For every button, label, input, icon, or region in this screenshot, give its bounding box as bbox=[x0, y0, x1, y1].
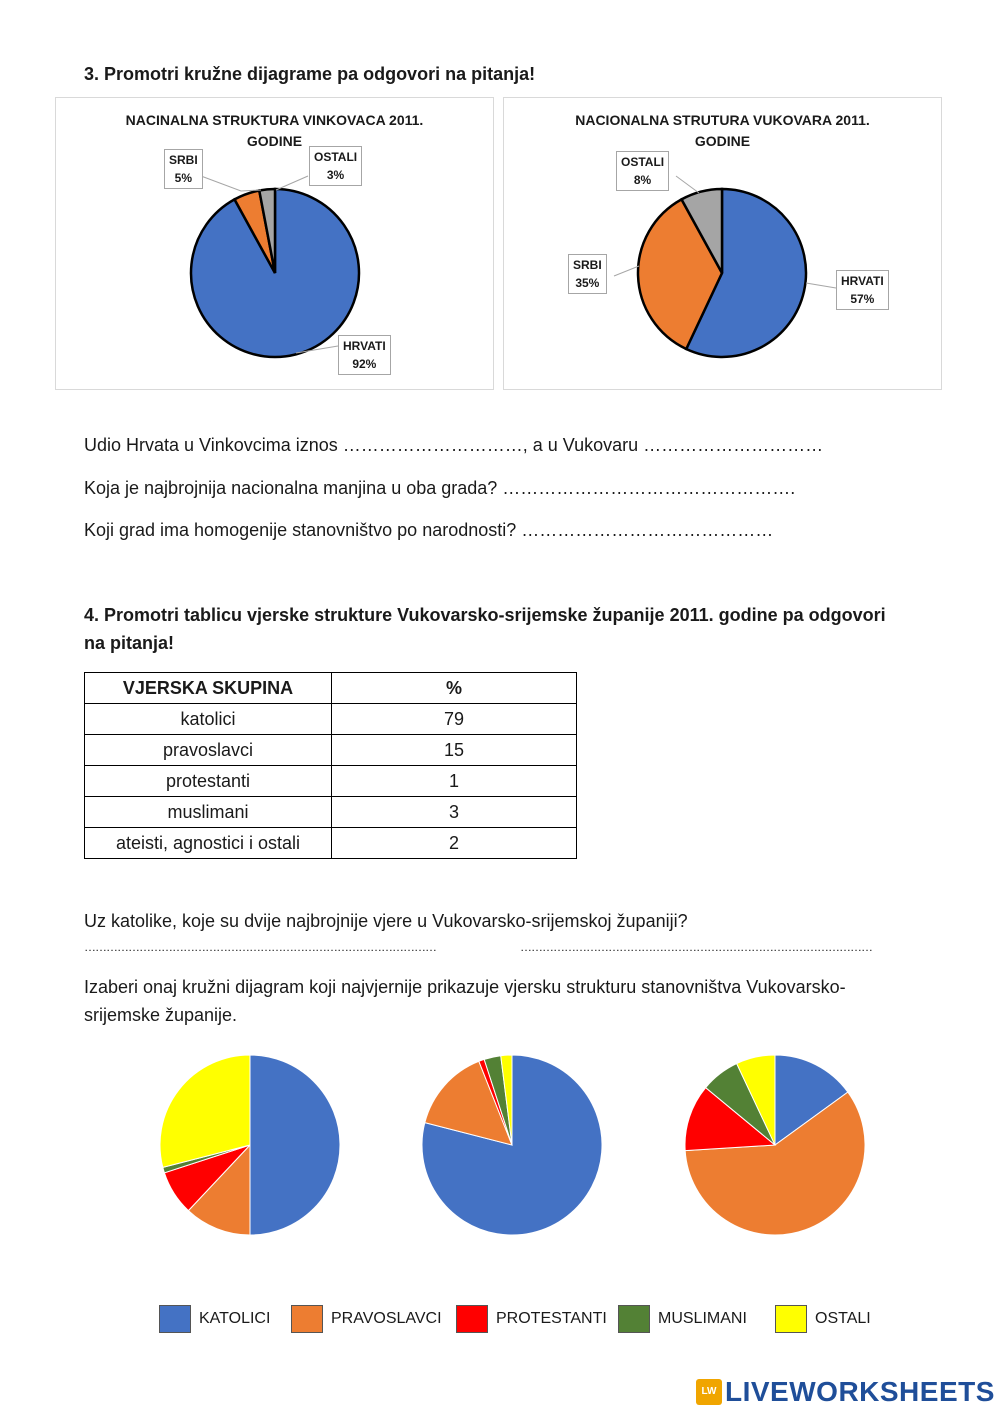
value-vukovar-ostali: 8% bbox=[633, 173, 652, 187]
legend-item-muslimani bbox=[618, 1305, 775, 1333]
chart-vinkovci-title-line2: GODINE bbox=[246, 133, 303, 149]
callout-vinkovci-srbi bbox=[164, 149, 203, 189]
legend bbox=[159, 1305, 885, 1333]
label-vinkovci-hrvati: HRVATI bbox=[343, 339, 386, 353]
legend-item-pravoslavci bbox=[291, 1305, 456, 1333]
table-cell-group: protestanti bbox=[85, 766, 332, 797]
table-cell-percent: 15 bbox=[332, 735, 577, 766]
value-vinkovci-srbi: 5% bbox=[174, 171, 192, 185]
label-vinkovci-srbi: SRBI bbox=[169, 153, 198, 167]
legend-label-katolici: KATOLICI bbox=[199, 1310, 271, 1327]
task4-heading-line2: na pitanja! bbox=[84, 633, 175, 653]
table-cell-group: muslimani bbox=[85, 797, 332, 828]
legend-item-protestanti bbox=[456, 1305, 618, 1333]
table-row bbox=[85, 828, 577, 859]
task4-heading bbox=[84, 601, 886, 657]
callout-vinkovci-ostali bbox=[309, 146, 362, 186]
label-vinkovci-ostali: OSTALI bbox=[314, 150, 358, 164]
table-header-row bbox=[85, 673, 577, 704]
chart-vinkovci-title-line1: NACINALNA STRUKTURA VINKOVACA 2011. bbox=[125, 112, 424, 128]
table-cell-percent: 79 bbox=[332, 704, 577, 735]
table-header-group: VJERSKA SKUPINA bbox=[85, 673, 332, 704]
task4-question-2-line1: Izaberi onaj kružni dijagram koji najvjernije prikazuje vjersku strukturu stanovništva Vukovarsko- bbox=[84, 977, 846, 997]
pie-slice-katolici bbox=[250, 1055, 340, 1235]
leader-line bbox=[676, 176, 699, 193]
legend-label-ostali: OSTALI bbox=[815, 1310, 871, 1327]
table-cell-group: katolici bbox=[85, 704, 332, 735]
answer-blank-2[interactable]: …………………………………………………………………………………… bbox=[520, 940, 872, 954]
value-vukovar-hrvati: 57% bbox=[850, 292, 875, 306]
table-row bbox=[85, 766, 577, 797]
leader-line bbox=[276, 176, 308, 190]
callout-vinkovci-hrvati bbox=[338, 335, 391, 375]
choice-pie-2[interactable] bbox=[412, 1045, 612, 1245]
leader-line bbox=[614, 266, 639, 276]
chart-vukovar-pie bbox=[504, 98, 941, 389]
legend-swatch-ostali bbox=[775, 1305, 807, 1333]
value-vinkovci-hrvati: 92% bbox=[352, 357, 377, 371]
legend-swatch-pravoslavci bbox=[291, 1305, 323, 1333]
table-row bbox=[85, 797, 577, 828]
label-vukovar-srbi: SRBI bbox=[573, 258, 602, 272]
table-row bbox=[85, 704, 577, 735]
callout-vukovar-srbi bbox=[568, 254, 607, 294]
task3-question-3[interactable]: Koji grad ima homogenije stanovništvo po narodnosti? …………………………………… bbox=[84, 520, 774, 540]
choice-pie-1[interactable] bbox=[150, 1045, 350, 1245]
religion-table bbox=[84, 672, 577, 859]
logo-text: LIVEWORKSHEETS bbox=[725, 1376, 995, 1407]
liveworksheets-logo bbox=[696, 1376, 995, 1408]
chart-vinkovci-pie bbox=[56, 98, 493, 389]
table-cell-group: ateisti, agnostici i ostali bbox=[85, 828, 332, 859]
chart-vukovar-title-line1: NACIONALNA STRUTURA VUKOVARA 2011. bbox=[575, 112, 870, 128]
table-header-percent: % bbox=[332, 673, 577, 704]
legend-label-muslimani: MUSLIMANI bbox=[658, 1310, 747, 1327]
legend-swatch-muslimani bbox=[618, 1305, 650, 1333]
value-vinkovci-ostali: 3% bbox=[326, 168, 345, 182]
legend-swatch-protestanti bbox=[456, 1305, 488, 1333]
task4-question-2 bbox=[84, 973, 846, 1029]
chart-vinkovci bbox=[55, 97, 494, 390]
leader-line bbox=[806, 283, 836, 288]
callout-vukovar-ostali bbox=[616, 151, 669, 191]
legend-label-pravoslavci: PRAVOSLAVCI bbox=[331, 1310, 442, 1327]
chart-vukovar-title-line2: GODINE bbox=[694, 133, 751, 149]
table-cell-percent: 3 bbox=[332, 797, 577, 828]
legend-item-ostali bbox=[775, 1305, 885, 1333]
value-vukovar-srbi: 35% bbox=[575, 276, 600, 290]
task3-heading: 3. Promotri kružne dijagrame pa odgovori na pitanja! bbox=[84, 64, 536, 84]
table-cell-percent: 2 bbox=[332, 828, 577, 859]
label-vukovar-hrvati: HRVATI bbox=[841, 274, 884, 288]
answer-blank-1[interactable]: …………………………………………………………………………………… bbox=[84, 940, 436, 954]
choice-pie-3[interactable] bbox=[675, 1045, 875, 1245]
table-row bbox=[85, 735, 577, 766]
task4-question-2-line2: srijemske županije. bbox=[84, 1005, 238, 1025]
label-vukovar-ostali: OSTALI bbox=[621, 155, 665, 169]
table-cell-percent: 1 bbox=[332, 766, 577, 797]
callout-vukovar-hrvati bbox=[836, 270, 889, 310]
chart-vukovar bbox=[503, 97, 942, 390]
task4-heading-line1: 4. Promotri tablicu vjerske strukture Vukovarsko-srijemske županije 2011. godine pa odgovori bbox=[84, 605, 886, 625]
table-cell-group: pravoslavci bbox=[85, 735, 332, 766]
leader-line bbox=[201, 176, 261, 191]
logo-badge-icon: LW bbox=[696, 1379, 722, 1405]
legend-item-katolici bbox=[159, 1305, 291, 1333]
legend-swatch-katolici bbox=[159, 1305, 191, 1333]
task3-question-2[interactable]: Koja je najbrojnija nacionalna manjina u oba grada? …………………………………………. bbox=[84, 478, 796, 498]
task4-question-1: Uz katolike, koje su dvije najbrojnije vjere u Vukovarsko-srijemskoj županiji? bbox=[84, 911, 688, 931]
task3-question-1[interactable]: Udio Hrvata u Vinkovcima iznos …………………………, a u Vukovaru ………………………… bbox=[84, 435, 824, 455]
legend-label-protestanti: PROTESTANTI bbox=[496, 1310, 607, 1327]
